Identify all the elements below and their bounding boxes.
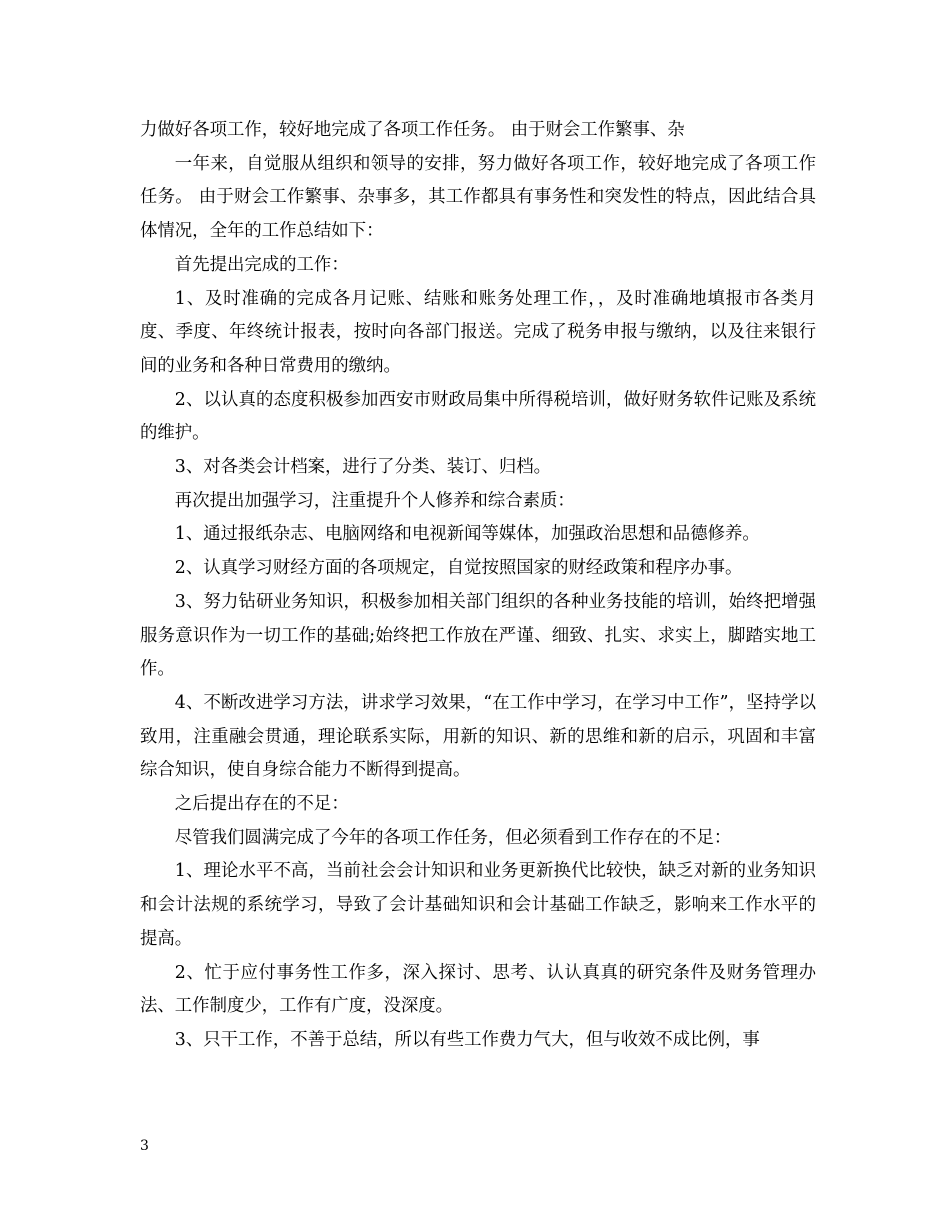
document-body [140,114,816,1058]
section-heading-learning: 再次提出加强学习，注重提升个人修养和综合素质： [174,490,575,511]
learning-item-2: 2、认真学习财经方面的各项规定，自觉按照国家的财经政策和程序办事。 [174,558,743,579]
shortcoming-item-2: 2、忙于应付事务性工作多，深入探讨、思考、认认真真的研究条件及财务管理办法、工作制度少，工作有广度，没深度。 [140,962,816,1017]
paragraph-continuation: 力做好各项工作，较好地完成了各项工作任务。 由于财会工作繁事、杂 [140,120,685,140]
shortcoming-item-3: 3、只干工作，不善于总结，所以有些工作费力气大，但与收效不成比例，事 [174,1029,760,1050]
learning-item-1: 1、通过报纸杂志、电脑网络和电视新闻等媒体，加强政治思想和品德修养。 [174,524,760,545]
learning-item-4: 4、不断改进学习方法，讲求学习效果，“在工作中学习，在学习中工作”，坚持学以致用，注重融会贯通，理论联系实际，用新的知识、新的思维和新的启示，巩固和丰富综合知识，使自身综合能力不断得到提高。 [140,692,816,781]
completed-item-1: 1、及时准确的完成各月记账、结账和账务处理工作，，及时准确地填报市各类月度、季度、年终统计报表，按时向各部门报送。完成了税务申报与缴纳，以及往来银行间的业务和各种日常费用的缴纳。 [140,288,816,376]
completed-item-3: 3、对各类会计档案，进行了分类、装订、归档。 [174,457,552,478]
completed-item-2: 2、以认真的态度积极参加西安市财政局集中所得税培训，做好财务软件记账及系统的维护。 [140,389,816,444]
page-number: 3 [140,1138,149,1154]
shortcomings-intro: 尽管我们圆满完成了今年的各项工作任务，但必须看到工作存在的不足： [174,827,732,848]
section-heading-shortcomings: 之后提出存在的不足： [174,794,349,815]
section-heading-completed-work: 首先提出完成的工作： [174,254,349,275]
shortcoming-item-1: 1、理论水平不高，当前社会会计知识和业务更新换代比较快，缺乏对新的业务知识和会计法规的系统学习，导致了会计基础知识和会计基础工作缺乏，影响来工作水平的提高。 [140,861,816,949]
paragraph-intro: 一年来，自觉服从组织和领导的安排，努力做好各项工作，较好地完成了各项工作任务。 由于财会工作繁事、杂事多，其工作都具有事务性和突发性的特点，因此结合具体情况，全年的工作总结如下： [140,153,816,242]
learning-item-3: 3、努力钻研业务知识，积极参加相关部门组织的各种业务技能的培训，始终把增强服务意识作为一切工作的基础;始终把工作放在严谨、细致、扎实、求实上，脚踏实地工作。 [140,591,816,680]
